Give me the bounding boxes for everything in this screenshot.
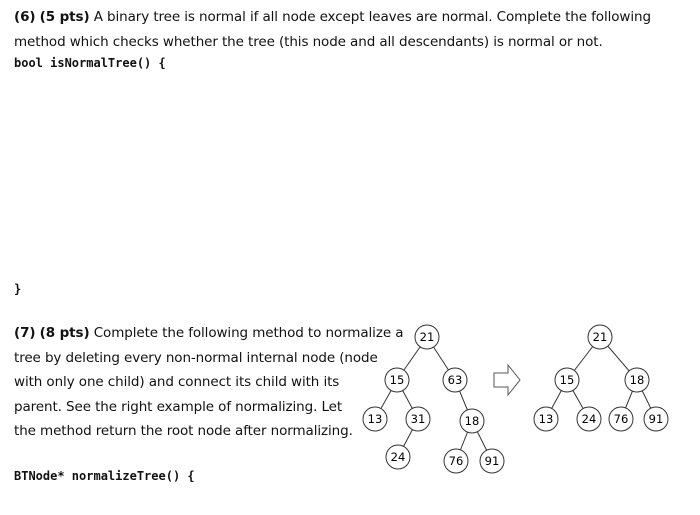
tree-node-label: 18 xyxy=(464,414,480,428)
tree-node-label: 76 xyxy=(448,454,464,468)
q7-line4: parent. See the right example of normalizing. Let xyxy=(14,398,343,415)
tree-node xyxy=(444,449,468,473)
tree-node-label: 13 xyxy=(367,412,383,426)
q7-line2: tree by deleting every non-normal internal node (node xyxy=(14,349,378,366)
before-tree-nodes xyxy=(363,325,504,473)
tree-node-label: 91 xyxy=(648,412,664,426)
tree-node xyxy=(406,407,430,431)
q7-line5: the method return the root node after normalizing. xyxy=(14,423,353,439)
tree-node-label: 63 xyxy=(447,373,463,387)
tree-node xyxy=(415,325,439,349)
tree-node xyxy=(386,445,410,469)
tree-node xyxy=(460,409,484,433)
tree-node-label: 13 xyxy=(538,412,554,426)
tree-node xyxy=(625,368,649,392)
tree-node xyxy=(480,449,504,473)
q6-closing-brace: } xyxy=(14,282,22,296)
tree-node xyxy=(644,407,668,431)
tree-node xyxy=(363,407,387,431)
before-tree-edges xyxy=(375,337,492,461)
tree-node xyxy=(588,325,612,349)
after-tree-nodes xyxy=(534,325,668,431)
tree-node-label: 21 xyxy=(592,330,608,344)
q6-text: A binary tree is normal if all node except leaves are normal. Complete the following xyxy=(89,9,651,25)
q7-line3: with only one child) and connect its child with its xyxy=(14,374,340,390)
tree-node-label: 91 xyxy=(484,454,500,468)
q6-line2: method which checks whether the tree (this node and all descendants) is normal or not. xyxy=(14,34,603,50)
tree-node-label: 24 xyxy=(581,412,597,426)
tree-node xyxy=(534,407,558,431)
tree-node-label: 24 xyxy=(390,450,406,464)
tree-node-label: 18 xyxy=(629,373,645,387)
q7-points: (8 pts) xyxy=(39,325,90,341)
q6-number: (6) xyxy=(14,9,36,25)
tree-node-label: 15 xyxy=(559,373,575,387)
tree-node xyxy=(443,368,467,392)
q6-points: (5 pts) xyxy=(39,9,90,25)
tree-node-label: 76 xyxy=(613,412,629,426)
q7-signature: BTNode* normalizeTree() { xyxy=(14,469,195,483)
q6-signature: bool isNormalTree() { xyxy=(14,56,166,70)
tree-node xyxy=(555,368,579,392)
tree-node xyxy=(385,368,409,392)
tree-node-label: 15 xyxy=(389,373,405,387)
q7-text: Complete the following method to normalize a xyxy=(89,325,404,341)
tree-node xyxy=(577,407,601,431)
arrow-right-icon xyxy=(494,365,520,395)
tree-node-label: 31 xyxy=(410,412,426,426)
tree-node xyxy=(609,407,633,431)
tree-node-label: 21 xyxy=(419,330,435,344)
q7-number: (7) xyxy=(14,325,36,341)
